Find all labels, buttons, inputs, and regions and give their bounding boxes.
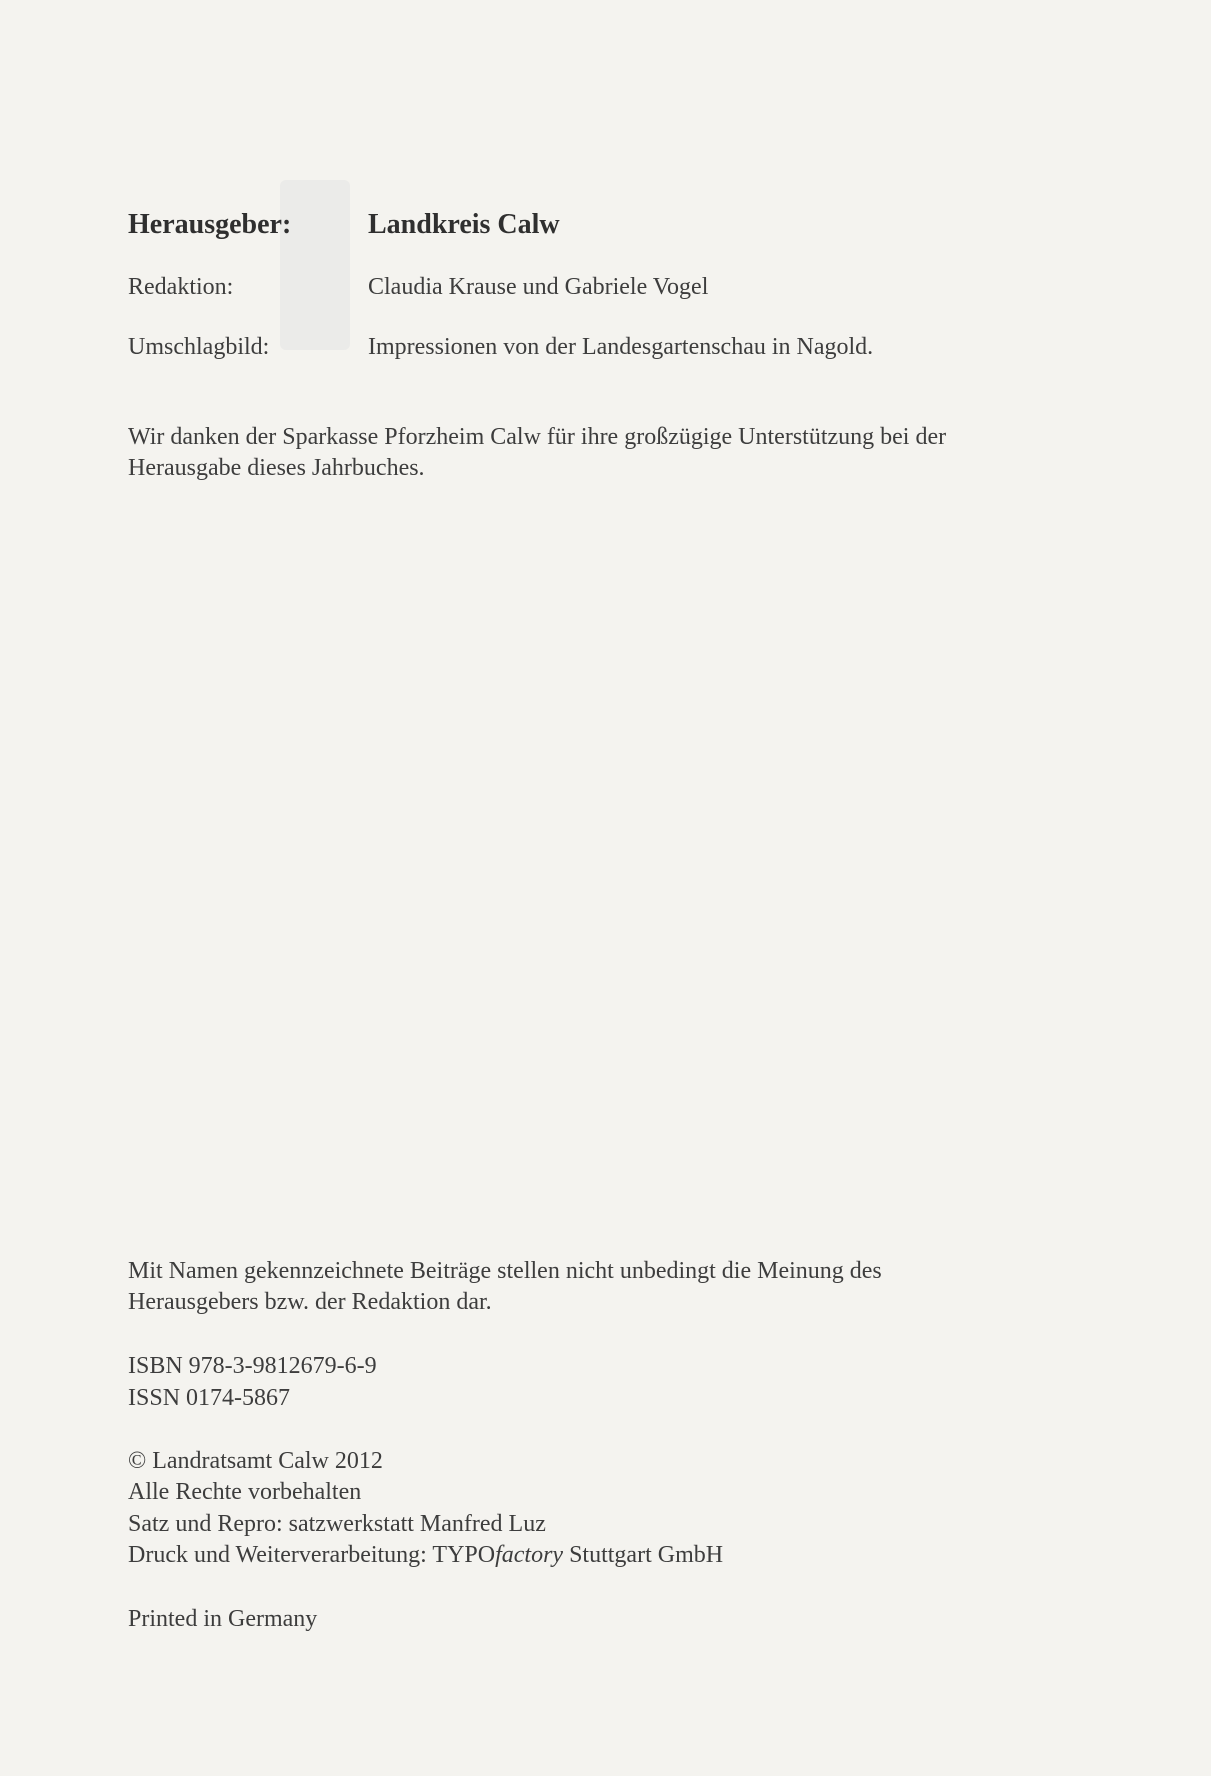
disclaimer-line-2: Herausgebers bzw. der Redaktion dar. [128,1289,492,1315]
show-through-emblem [280,180,350,350]
copyright: © Landratsamt Calw 2012 [128,1448,383,1474]
editors-label: Redaktion: [128,274,234,300]
editors-value: Claudia Krause und Gabriele Vogel [368,274,709,300]
issn: ISSN 0174-5867 [128,1385,291,1411]
publisher-label: Herausgeber: [128,209,292,240]
rights-reserved: Alle Rechte vorbehalten [128,1479,362,1505]
acknowledgement-line-2: Herausgabe dieses Jahrbuches. [128,455,425,481]
printing-credit-prefix: Druck und Weiterverarbeitung: TYPO [128,1542,496,1568]
printing-credit-italic: factory [495,1542,564,1568]
disclaimer-line-1: Mit Namen gekennzeichnete Beiträge stellen nicht unbedingt die Meinung des [128,1258,882,1284]
printing-credit [128,1540,723,1570]
typesetting-credit: Satz und Repro: satzwerkstatt Manfred Luz [128,1511,546,1537]
cover-row [128,332,873,362]
editors-row [128,272,708,302]
printed-in: Printed in Germany [128,1606,318,1632]
disclaimer-paragraph [128,1256,1058,1318]
publisher-value: Landkreis Calw [368,209,560,240]
acknowledgement-paragraph [128,422,1058,484]
cover-label: Umschlagbild: [128,334,270,360]
publisher-row [128,210,560,240]
cover-value: Impressionen von der Landesgartenschau in Nagold. [368,334,874,360]
acknowledgement-line-1: Wir danken der Sparkasse Pforzheim Calw für ihre großzügige Unterstützung bei der [128,424,947,450]
printing-credit-suffix: Stuttgart GmbH [563,1542,724,1568]
isbn: ISBN 978-3-9812679-6-9 [128,1353,377,1379]
